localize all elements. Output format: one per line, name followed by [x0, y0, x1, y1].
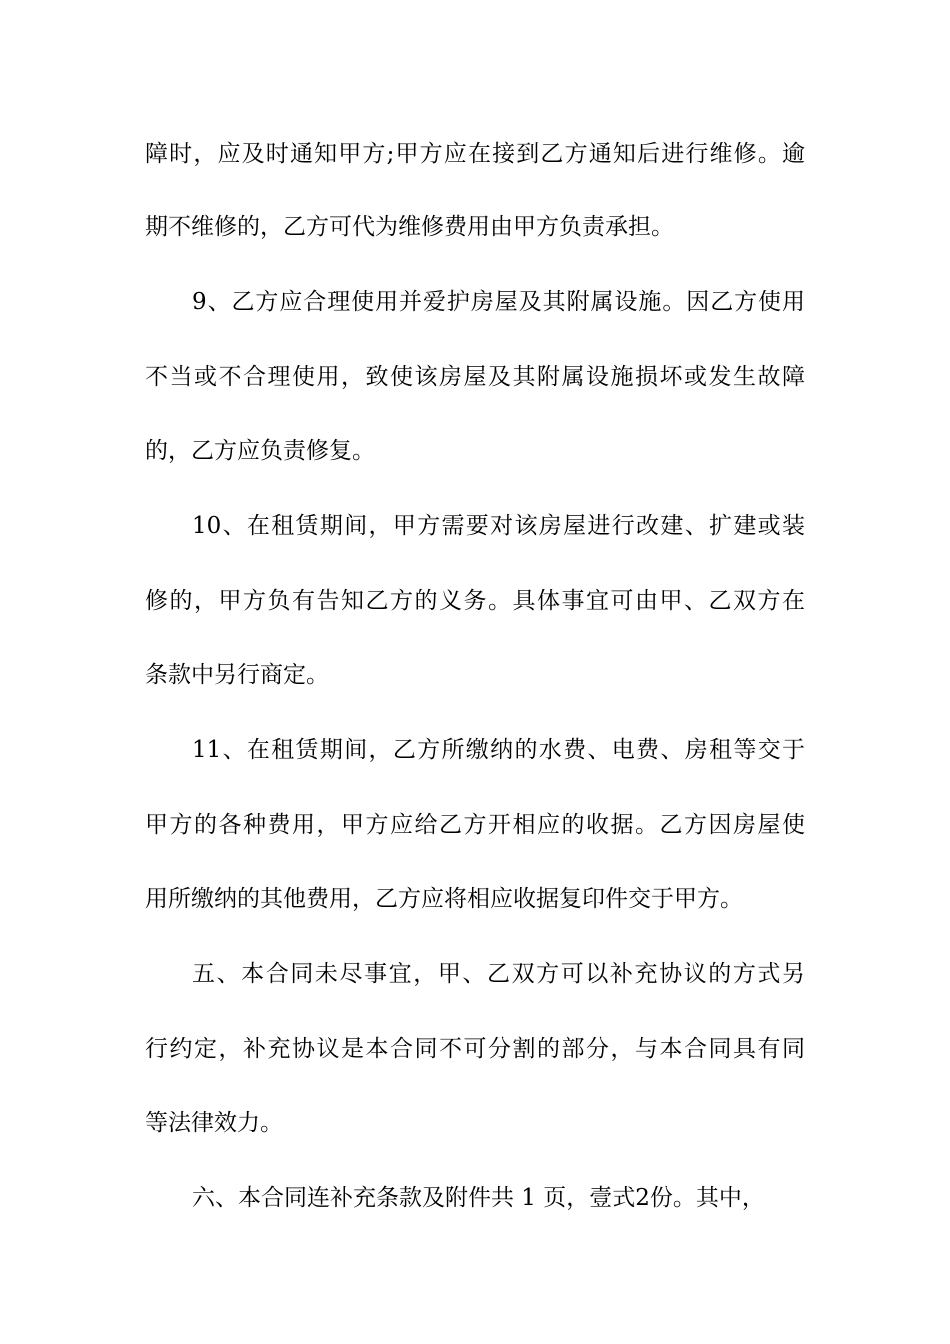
text-line: 9、乙方应合理使用并爱护房屋及其附属设施。因乙方使用 [192, 289, 805, 315]
text-line: 甲方的各种费用，甲方应给乙方开相应的收据。乙方因房屋使 [145, 812, 805, 838]
text-line: 用所缴纳的其他费用，乙方应将相应收据复印件交于甲方。 [145, 886, 743, 912]
text-line: 障时，应及时通知甲方;甲方应在接到乙方通知后进行维修。逾 [145, 141, 805, 167]
text-line: 条款中另行商定。 [145, 662, 329, 688]
text-line: 10、在租赁期间，甲方需要对该房屋进行改建、扩建或装 [192, 513, 805, 539]
text-line: 的，乙方应负责修复。 [145, 438, 375, 464]
text-line: 修的，甲方负有告知乙方的义务。具体事宜可由甲、乙双方在 [145, 588, 805, 614]
text-line: 五、本合同未尽事宜，甲、乙双方可以补充协议的方式另 [192, 961, 805, 987]
text-line: 期不维修的，乙方可代为维修费用由甲方负责承担。 [145, 214, 674, 240]
text-line: 11、在租赁期间，乙方所缴纳的水费、电费、房租等交于 [192, 737, 805, 763]
text-line: 不当或不合理使用，致使该房屋及其附属设施损坏或发生故障 [145, 364, 805, 390]
text-line: 行约定，补充协议是本合同不可分割的部分，与本合同具有同 [145, 1036, 805, 1062]
text-line: 等法律效力。 [145, 1110, 283, 1136]
text-line: 六、本合同连补充条款及附件共 1 页，壹式2份。其中， [192, 1185, 765, 1211]
